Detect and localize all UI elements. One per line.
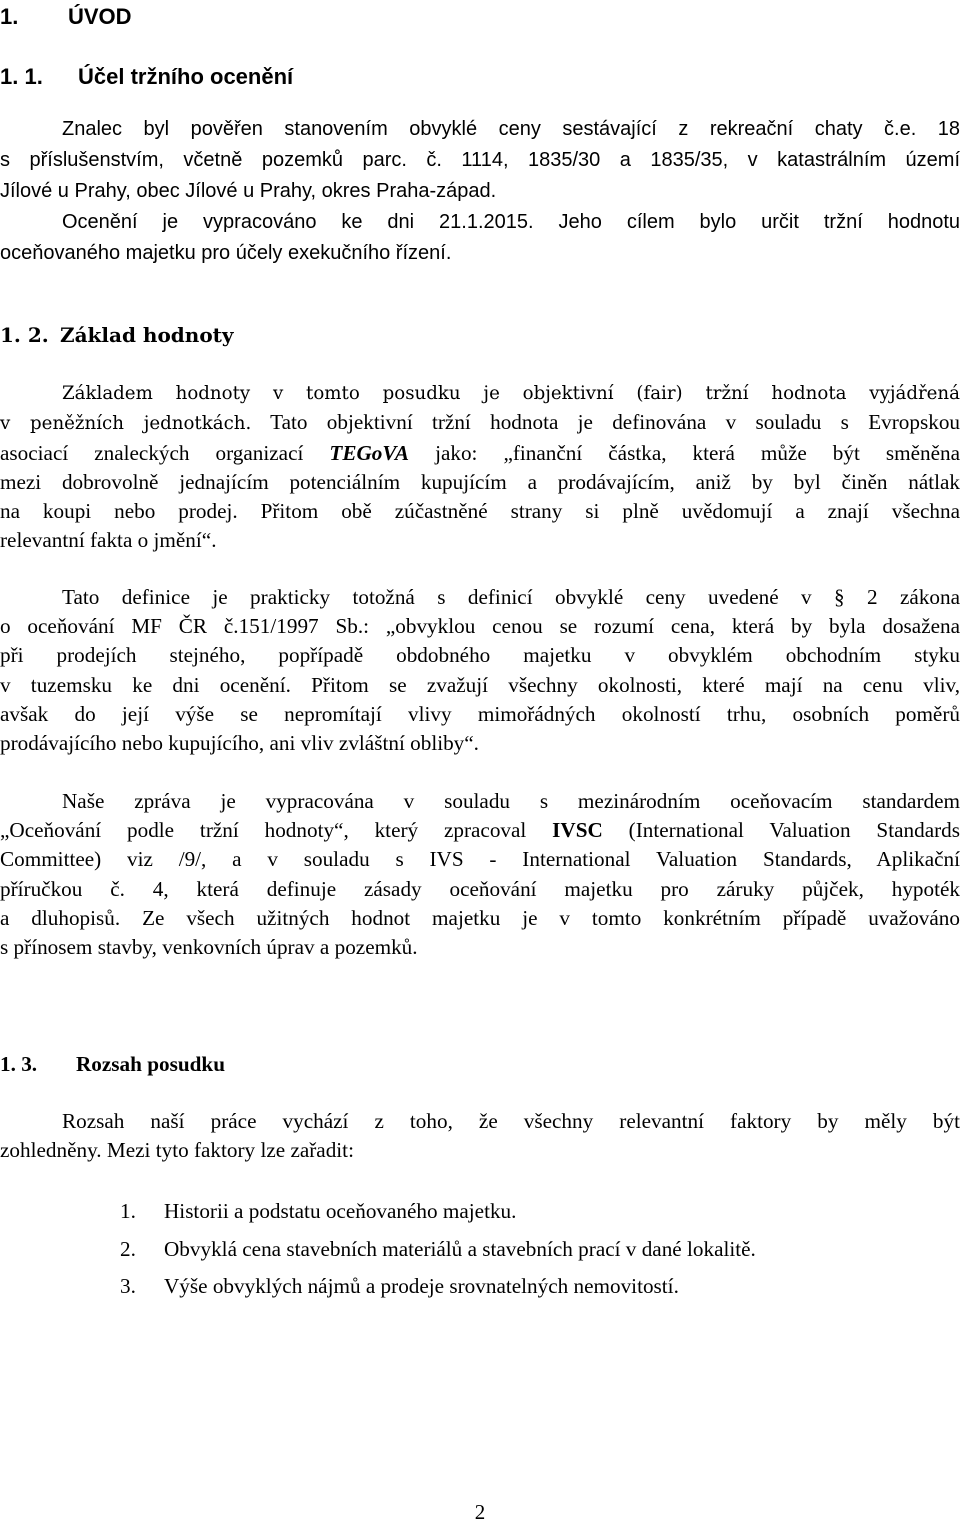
chapter-number: 1.	[0, 4, 19, 29]
paragraph-line	[0, 408, 960, 438]
text-run: Tato objektivní tržní hodnota je definována v souladu s Evropskou	[251, 410, 960, 435]
chapter-title: ÚVOD	[68, 4, 132, 29]
list-item-number: 3.	[120, 1274, 136, 1298]
section-title: Účel tržního ocenění	[78, 64, 294, 89]
section-heading-value-basis	[0, 320, 234, 350]
page-number: 2	[474, 1500, 486, 1524]
paragraph-line: a dluhopisů. Ze všech užitných hodnot majetku je v tomto konkrétním případě uvažováno	[0, 905, 960, 930]
list-item	[120, 1231, 920, 1269]
paragraph-line: prodávajícího nebo kupujícího, ani vliv zvláštní obliby“.	[0, 731, 479, 756]
list-item-number: 2.	[120, 1236, 136, 1261]
section-heading-purpose	[0, 62, 293, 92]
chapter-heading	[0, 2, 132, 32]
paragraph-line: mezi dobrovolně jednajícím potenciálním kupujícím a prodávajícím, aniž by byl činěn nátlak	[0, 469, 960, 494]
factors-list	[120, 1193, 920, 1306]
text-run: (International Valuation Standards	[602, 818, 960, 843]
paragraph-line: avšak do její výše se nepromítají vlivy mimořádných okolností trhu, osobních poměrů	[0, 701, 960, 726]
paragraph-line	[0, 816, 960, 845]
paragraph-line: o oceňování MF ČR č.151/1997 Sb.: „obvyklou cenou se rozumí cena, která by byla dosažena	[0, 614, 960, 639]
paragraph-line: Committee) viz /9/, a v souladu s IVS - International Valuation Standards, Aplikační	[0, 847, 960, 872]
paragraph-line: na koupi nebo prodej. Přitom obě zúčastněné strany si plně uvědomují a znají všechna	[0, 499, 960, 524]
section-title: Rozsah posudku	[76, 1052, 225, 1076]
paragraph-line: s přínosem stavby, venkovních úprav a pozemků.	[0, 935, 418, 960]
section-number: 1. 1.	[0, 64, 43, 89]
section-title: Základ hodnoty	[60, 323, 234, 347]
paragraph-line: oceňovaného majetku pro účely exekučního řízení.	[0, 242, 452, 264]
text-run: „Oceňování podle tržní hodnoty“, který zpracoval	[0, 818, 553, 843]
paragraph-purpose	[0, 114, 960, 269]
text-run: asociací znaleckých organizací	[0, 440, 330, 465]
list-item-text: Výše obvyklých nájmů a prodeje srovnatelných nemovitostí.	[164, 1274, 679, 1298]
list-item-text: Obvyklá cena stavebních materiálů a stavebních prací v dané lokalitě.	[164, 1236, 756, 1261]
list-item	[120, 1193, 920, 1231]
paragraph-scope	[0, 1107, 960, 1165]
paragraph-value-basis	[0, 379, 960, 556]
paragraph-line: zohledněny. Mezi tyto faktory lze zařadit:	[0, 1138, 354, 1163]
paragraph-line: Ocenění je vypracováno ke dni 21.1.2015. Jeho cílem bylo určit tržní hodnotu	[62, 211, 960, 233]
section-number: 1. 3.	[0, 1052, 38, 1076]
paragraph-line: v tuzemsku ke dni ocenění. Přitom se zvažují všechny okolnosti, které mají na cenu vliv,	[0, 672, 960, 697]
list-item-text: Historii a podstatu oceňovaného majetku.	[164, 1199, 517, 1223]
paragraph-line: příručkou č. 4, která definuje zásady oceňování majetku pro záruky půjček, hypoték	[0, 876, 960, 901]
text-run: jako: „finanční částka, která může být směněna	[409, 440, 960, 465]
list-item-number: 1.	[120, 1199, 136, 1223]
list-item	[120, 1268, 920, 1306]
section-heading-scope	[0, 1049, 225, 1079]
paragraph-line: Znalec byl pověřen stanovením obvyklé ceny sestávající z rekreační chaty č.e. 18	[62, 118, 960, 140]
paragraph-line	[0, 439, 960, 468]
paragraph-definition	[0, 583, 960, 758]
section-number: 1. 2.	[0, 323, 49, 347]
paragraph-line: Tato definice je prakticky totožná s definicí obvyklé ceny uvedené v § 2 zákona	[62, 585, 960, 609]
ivsc-abbreviation: IVSC	[552, 818, 603, 843]
paragraph-line: Rozsah naší práce vychází z toho, že všechny relevantní faktory by měly být	[62, 1109, 960, 1133]
paragraph-line: Jílové u Prahy, obec Jílové u Prahy, okres Praha-západ.	[0, 180, 497, 202]
paragraph-line: při prodejích stejného, popřípadě obdobného majetku v obvyklém obchodním styku	[0, 643, 960, 668]
text-run: v peněžních jednotkách.	[0, 413, 252, 435]
paragraph-line: s příslušenstvím, včetně pozemků parc. č. 1114, 1835/30 a 1835/35, v katastrálním území	[0, 149, 960, 171]
paragraph-line: Základem hodnoty v tomto posudku je objektivní (fair) tržní hodnota vyjádřená	[62, 383, 960, 404]
paragraph-line: Naše zpráva je vypracována v souladu s mezinárodním oceňovacím standardem	[62, 789, 960, 813]
paragraph-standard	[0, 787, 960, 962]
paragraph-line: relevantní fakta o jmění“.	[0, 528, 217, 553]
tegova-abbreviation: TEGoVA	[329, 440, 410, 465]
